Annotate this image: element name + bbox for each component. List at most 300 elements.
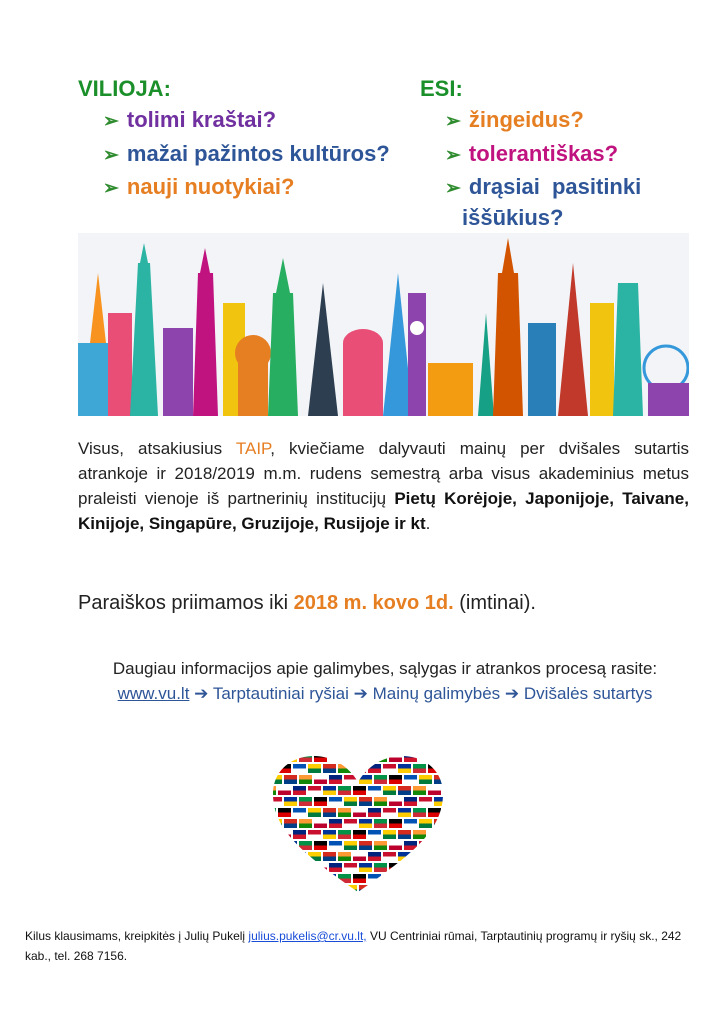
flag-tile-top xyxy=(338,896,351,897)
flag-tile-bottom xyxy=(428,835,441,840)
flag-tile-top xyxy=(323,896,336,897)
flag-tile-bottom xyxy=(338,791,351,796)
flag-tile-bottom xyxy=(404,846,417,851)
flag-tile-bottom xyxy=(398,879,411,884)
flag-tile-bottom xyxy=(389,758,402,763)
flag-tile-top xyxy=(374,863,387,868)
flag-tile-top xyxy=(404,819,417,824)
flag-tile-top xyxy=(329,775,342,780)
flag-tile-bottom xyxy=(308,879,321,884)
flag-tile-bottom xyxy=(413,791,426,796)
right-item-2 xyxy=(445,141,618,167)
flag-tile-top xyxy=(299,797,312,802)
flag-tile-bottom xyxy=(443,813,448,818)
heart-of-flags-image xyxy=(268,752,448,897)
flag-tile-bottom xyxy=(404,758,417,763)
flag-tile-bottom xyxy=(314,780,327,785)
flag-tile-top xyxy=(314,863,327,868)
flag-tile-top xyxy=(398,896,411,897)
flag-tile-bottom xyxy=(278,813,291,818)
flag-tile-bottom xyxy=(383,857,396,862)
left-item-2 xyxy=(103,141,390,167)
flag-tile-top xyxy=(434,775,447,780)
more-info-block xyxy=(60,656,710,706)
flag-tile-bottom xyxy=(278,857,291,862)
flag-tile-bottom xyxy=(308,835,321,840)
more-info-lead: Daugiau informacijos apie galimybes, sąlygas ir atrankos procesą rasite: xyxy=(112,659,658,678)
flag-tile-top xyxy=(353,764,366,769)
flag-tile-bottom xyxy=(389,802,402,807)
flag-tile-bottom xyxy=(353,813,366,818)
flag-tile-bottom xyxy=(299,846,312,851)
flag-tile-bottom xyxy=(374,846,387,851)
flag-tile-top xyxy=(284,753,297,758)
flag-tile-top xyxy=(278,808,291,813)
flag-tile-bottom xyxy=(359,846,372,851)
flag-tile-bottom xyxy=(293,835,306,840)
flag-tile-bottom xyxy=(419,758,432,763)
flag-tile-top xyxy=(353,852,366,857)
flag-tile-top xyxy=(284,797,297,802)
flag-tile-top xyxy=(344,797,357,802)
flag-tile-bottom xyxy=(329,868,342,873)
flag-tile-bottom xyxy=(404,890,417,895)
flag-tile-top xyxy=(353,896,366,897)
flag-tile-bottom xyxy=(268,857,276,862)
flag-tile-top xyxy=(383,852,396,857)
flag-tile-top xyxy=(293,764,306,769)
flag-tile-bottom xyxy=(443,835,448,840)
flag-tile-top xyxy=(413,786,426,791)
flag-tile-top xyxy=(443,852,448,857)
flag-tile-top xyxy=(383,896,396,897)
flag-tile-bottom xyxy=(419,868,432,873)
flag-tile-bottom xyxy=(359,890,372,895)
flag-tile-top xyxy=(374,885,387,890)
right-item-3-line1: drąsiai pasitinki xyxy=(468,174,642,199)
flag-tile-top xyxy=(308,786,321,791)
flag-tile-bottom xyxy=(329,758,342,763)
flag-tile-bottom xyxy=(314,802,327,807)
flag-tile-bottom xyxy=(293,879,306,884)
flag-tile-top xyxy=(308,764,321,769)
flag-tile-bottom xyxy=(314,868,327,873)
left-heading: VILIOJA: xyxy=(78,76,171,101)
flag-tile-bottom xyxy=(374,824,387,829)
flag-tile-bottom xyxy=(434,758,447,763)
flag-tile-bottom xyxy=(428,813,441,818)
flag-tile-top xyxy=(389,797,402,802)
flag-tile-top xyxy=(419,885,432,890)
flag-tile-bottom xyxy=(443,879,448,884)
flag-tile-bottom xyxy=(419,890,432,895)
flag-tile-bottom xyxy=(329,802,342,807)
flag-tile-bottom xyxy=(299,824,312,829)
flag-tile-bottom xyxy=(308,791,321,796)
flag-tile-top xyxy=(299,819,312,824)
flag-tile-top xyxy=(434,797,447,802)
flag-tile-bottom xyxy=(269,846,282,851)
flag-tile-top xyxy=(329,753,342,758)
flag-tile-top xyxy=(353,874,366,879)
flag-tile-top xyxy=(329,863,342,868)
flag-tile-top xyxy=(398,786,411,791)
flag-tile-top xyxy=(284,841,297,846)
flag-tile-bottom xyxy=(434,802,447,807)
flag-tile-top xyxy=(308,896,321,897)
flag-tile-top xyxy=(299,841,312,846)
flag-tile-top xyxy=(374,753,387,758)
flag-tile-top xyxy=(374,819,387,824)
flag-tile-top xyxy=(413,896,426,897)
flag-tile-top xyxy=(344,819,357,824)
flag-tile-top xyxy=(268,764,276,769)
flag-tile-bottom xyxy=(359,802,372,807)
flag-tile-bottom xyxy=(359,824,372,829)
flag-tile-bottom xyxy=(368,879,381,884)
flag-tile-top xyxy=(353,830,366,835)
flag-tile-top xyxy=(338,874,351,879)
flag-tile-bottom xyxy=(344,846,357,851)
flag-tile-bottom xyxy=(404,868,417,873)
nav-step-2: Mainų galimybės xyxy=(372,684,501,703)
flag-tile-top xyxy=(434,819,447,824)
footer-after: VU Centriniai rūmai, Tarptautinių programų ir ryšių sk., 242 kab., tel. 268 7156. xyxy=(25,929,682,963)
flag-tile-bottom xyxy=(389,846,402,851)
flag-tile-top xyxy=(308,830,321,835)
flag-tile-top xyxy=(293,852,306,857)
flag-tile-bottom xyxy=(383,813,396,818)
flag-tile-bottom xyxy=(374,890,387,895)
flag-tile-top xyxy=(353,808,366,813)
flag-tile-top xyxy=(374,797,387,802)
arrow-bullet-icon: ➢ xyxy=(445,178,461,199)
flag-tile-top xyxy=(329,819,342,824)
flag-tile-top xyxy=(428,764,441,769)
flag-tile-top xyxy=(389,775,402,780)
flag-tile-top xyxy=(293,808,306,813)
flag-tile-top xyxy=(278,830,291,835)
flag-tile-bottom xyxy=(344,890,357,895)
flag-tile-top xyxy=(419,797,432,802)
flag-tile-top xyxy=(278,896,291,897)
flag-tile-top xyxy=(329,841,342,846)
flag-tile-bottom xyxy=(374,802,387,807)
flag-tile-top xyxy=(268,830,276,835)
flag-tile-bottom xyxy=(374,758,387,763)
deadline-line xyxy=(78,592,536,615)
flag-tile-top xyxy=(413,830,426,835)
flag-tile-top xyxy=(404,885,417,890)
flag-tile-bottom xyxy=(284,890,297,895)
flag-tile-top xyxy=(428,830,441,835)
flag-tile-bottom xyxy=(383,791,396,796)
flag-tile-top xyxy=(359,841,372,846)
flag-tile-bottom xyxy=(314,824,327,829)
flag-tile-bottom xyxy=(284,846,297,851)
flag-tile-bottom xyxy=(398,769,411,774)
navigation-path xyxy=(60,681,710,706)
flag-tile-bottom xyxy=(268,813,276,818)
flag-tile-bottom xyxy=(299,868,312,873)
right-heading: ESI: xyxy=(420,76,463,101)
flag-tile-top xyxy=(314,753,327,758)
flag-tile-bottom xyxy=(359,780,372,785)
flag-tile-bottom xyxy=(299,780,312,785)
arrow-bullet-icon: ➢ xyxy=(103,111,119,132)
flag-tile-top xyxy=(314,797,327,802)
flag-tile-top xyxy=(443,874,448,879)
flag-tile-top xyxy=(413,764,426,769)
flag-tile-top xyxy=(323,808,336,813)
flag-tile-top xyxy=(428,852,441,857)
flag-tile-top xyxy=(359,775,372,780)
flag-tile-top xyxy=(268,896,276,897)
flag-tile-top xyxy=(389,841,402,846)
flag-tile-top xyxy=(314,841,327,846)
flag-tile-bottom xyxy=(323,813,336,818)
arrow-bullet-icon: ➢ xyxy=(103,178,119,199)
flag-tile-top xyxy=(398,830,411,835)
vu-website-link[interactable]: www.vu.lt xyxy=(117,684,190,703)
flag-tile-bottom xyxy=(299,802,312,807)
flag-tile-bottom xyxy=(443,857,448,862)
flag-tile-bottom xyxy=(398,813,411,818)
flag-tile-top xyxy=(269,753,282,758)
flag-tile-top xyxy=(398,764,411,769)
flag-tile-bottom xyxy=(353,879,366,884)
flag-tile-top xyxy=(344,885,357,890)
flag-tile-bottom xyxy=(389,824,402,829)
flag-tile-top xyxy=(269,819,282,824)
intro-text-1: Visus, atsakiusius xyxy=(78,439,236,458)
flag-tile-bottom xyxy=(419,846,432,851)
contact-email-link[interactable]: julius.pukelis@cr.vu.lt, xyxy=(248,929,367,943)
flag-tile-bottom xyxy=(284,802,297,807)
flag-tile-bottom xyxy=(443,791,448,796)
flag-tile-top xyxy=(268,852,276,857)
flag-tile-top xyxy=(359,753,372,758)
flag-tile-bottom xyxy=(368,791,381,796)
flag-tile-bottom xyxy=(299,890,312,895)
flag-tile-bottom xyxy=(299,758,312,763)
flag-tile-bottom xyxy=(268,769,276,774)
flag-tile-top xyxy=(338,786,351,791)
flag-tile-bottom xyxy=(284,758,297,763)
flag-tile-top xyxy=(383,808,396,813)
flag-tile-bottom xyxy=(344,824,357,829)
flag-tile-top xyxy=(278,764,291,769)
flag-tile-top xyxy=(419,841,432,846)
flag-tile-bottom xyxy=(268,835,276,840)
flag-tile-bottom xyxy=(269,802,282,807)
flag-tile-bottom xyxy=(398,791,411,796)
flag-tile-top xyxy=(368,830,381,835)
left-item-1 xyxy=(103,107,276,133)
flag-tile-top xyxy=(269,885,282,890)
flag-tile-top xyxy=(434,885,447,890)
flag-tile-bottom xyxy=(268,791,276,796)
intro-countries: Pietų Korėjoje, Japonijoje, Taivane, Kinijoje, Singapūre, Gruzijoje, Rusijoje ir kt xyxy=(78,489,689,533)
flag-tile-bottom xyxy=(344,868,357,873)
flag-tile-bottom xyxy=(404,824,417,829)
flag-tile-bottom xyxy=(314,758,327,763)
flag-tile-top xyxy=(314,775,327,780)
flag-tile-bottom xyxy=(323,835,336,840)
deadline-after: (imtinai). xyxy=(453,592,536,614)
flag-tile-bottom xyxy=(293,813,306,818)
flag-tile-bottom xyxy=(314,890,327,895)
flag-tile-top xyxy=(389,885,402,890)
right-item-3 xyxy=(445,174,641,200)
flag-tile-bottom xyxy=(413,769,426,774)
left-item-2-text: mažai pažintos kultūros? xyxy=(126,141,390,166)
flag-tile-bottom xyxy=(338,857,351,862)
flag-tile-bottom xyxy=(398,835,411,840)
flag-tile-top xyxy=(284,819,297,824)
right-item-3-line2: iššūkius? xyxy=(462,205,564,230)
flag-tile-bottom xyxy=(329,824,342,829)
flag-tile-bottom xyxy=(413,835,426,840)
flag-tile-bottom xyxy=(308,769,321,774)
deadline-before: Paraiškos priimamos iki xyxy=(78,592,294,614)
flag-tile-top xyxy=(338,852,351,857)
flag-tile-bottom xyxy=(434,890,447,895)
flag-tile-top xyxy=(374,841,387,846)
flag-tile-top xyxy=(359,885,372,890)
right-item-1-text: žingeidus? xyxy=(468,107,584,132)
flag-tile-top xyxy=(329,885,342,890)
flag-tile-bottom xyxy=(413,857,426,862)
flag-tile-top xyxy=(308,852,321,857)
flag-tile-top xyxy=(368,786,381,791)
flag-tile-top xyxy=(338,830,351,835)
flag-tile-bottom xyxy=(434,780,447,785)
flag-tile-top xyxy=(338,764,351,769)
flag-tile-bottom xyxy=(368,813,381,818)
flag-tile-bottom xyxy=(314,846,327,851)
flag-tile-bottom xyxy=(269,780,282,785)
flag-tile-bottom xyxy=(374,868,387,873)
flag-tile-top xyxy=(428,896,441,897)
right-arrow-icon: ➔ xyxy=(504,684,520,703)
flag-tile-top xyxy=(419,819,432,824)
flag-tile-top xyxy=(368,808,381,813)
flag-tile-bottom xyxy=(404,780,417,785)
flag-tile-bottom xyxy=(353,835,366,840)
flag-tile-top xyxy=(398,852,411,857)
flag-tile-bottom xyxy=(434,846,447,851)
flag-tile-top xyxy=(284,775,297,780)
flag-tile-top xyxy=(278,786,291,791)
flag-tile-top xyxy=(299,885,312,890)
right-arrow-icon: ➔ xyxy=(353,684,368,703)
flag-tile-bottom xyxy=(329,890,342,895)
flag-tile-top xyxy=(404,775,417,780)
flag-tile-bottom xyxy=(269,868,282,873)
arrow-bullet-icon: ➢ xyxy=(445,111,461,132)
flag-tile-bottom xyxy=(398,857,411,862)
flag-tile-top xyxy=(308,874,321,879)
flag-tile-top xyxy=(344,863,357,868)
flag-tile-top xyxy=(389,863,402,868)
flag-tile-bottom xyxy=(434,868,447,873)
flag-tile-bottom xyxy=(389,890,402,895)
flag-tile-top xyxy=(353,786,366,791)
flag-tile-bottom xyxy=(359,868,372,873)
flag-tile-top xyxy=(428,874,441,879)
arrow-bullet-icon: ➢ xyxy=(103,145,119,166)
flag-tile-bottom xyxy=(419,802,432,807)
right-item-1 xyxy=(445,107,584,133)
flag-tile-bottom xyxy=(419,824,432,829)
right-item-2-text: tolerantiškas? xyxy=(468,141,619,166)
flag-tile-top xyxy=(383,874,396,879)
flag-tile-bottom xyxy=(338,835,351,840)
flag-tile-bottom xyxy=(269,824,282,829)
flag-tile-bottom xyxy=(308,813,321,818)
flag-tile-top xyxy=(269,841,282,846)
flag-tile-top xyxy=(389,819,402,824)
flag-tile-top xyxy=(428,808,441,813)
intro-end: . xyxy=(425,514,431,533)
flag-tile-bottom xyxy=(329,780,342,785)
flag-tile-top xyxy=(284,863,297,868)
flag-tile-bottom xyxy=(413,813,426,818)
flag-tile-bottom xyxy=(368,857,381,862)
flag-tile-top xyxy=(398,874,411,879)
flag-tile-top xyxy=(344,775,357,780)
flag-tile-bottom xyxy=(443,769,448,774)
flag-tile-top xyxy=(344,753,357,758)
footer-contact xyxy=(25,926,695,966)
flag-tile-top xyxy=(269,775,282,780)
flag-tile-top xyxy=(374,775,387,780)
flag-tile-top xyxy=(293,786,306,791)
flag-tile-bottom xyxy=(338,769,351,774)
deadline-date: 2018 m. kovo 1d. xyxy=(293,592,454,614)
flag-tile-top xyxy=(323,852,336,857)
flag-tile-bottom xyxy=(428,857,441,862)
flag-tile-bottom xyxy=(428,879,441,884)
flag-tile-bottom xyxy=(269,758,282,763)
flag-tile-bottom xyxy=(404,802,417,807)
flag-tile-bottom xyxy=(338,879,351,884)
flag-tile-top xyxy=(419,775,432,780)
flag-tile-top xyxy=(368,764,381,769)
flag-tile-bottom xyxy=(353,857,366,862)
flag-tile-top xyxy=(314,885,327,890)
flag-tile-bottom xyxy=(353,791,366,796)
left-item-3-text: nauji nuotykiai? xyxy=(126,174,295,199)
flag-tile-bottom xyxy=(323,857,336,862)
flag-tile-top xyxy=(368,896,381,897)
flag-tile-top xyxy=(383,786,396,791)
flag-tile-bottom xyxy=(389,780,402,785)
flag-tile-top xyxy=(383,830,396,835)
flag-tile-top xyxy=(389,753,402,758)
flag-tile-top xyxy=(338,808,351,813)
flag-tile-bottom xyxy=(383,879,396,884)
flag-tile-top xyxy=(278,874,291,879)
flag-tile-bottom xyxy=(353,769,366,774)
flag-tile-top xyxy=(404,753,417,758)
arrow-bullet-icon: ➢ xyxy=(445,145,461,166)
flag-tile-bottom xyxy=(374,780,387,785)
intro-taip: TAIP xyxy=(235,439,271,458)
flag-tile-top xyxy=(299,863,312,868)
flag-tile-top xyxy=(419,863,432,868)
